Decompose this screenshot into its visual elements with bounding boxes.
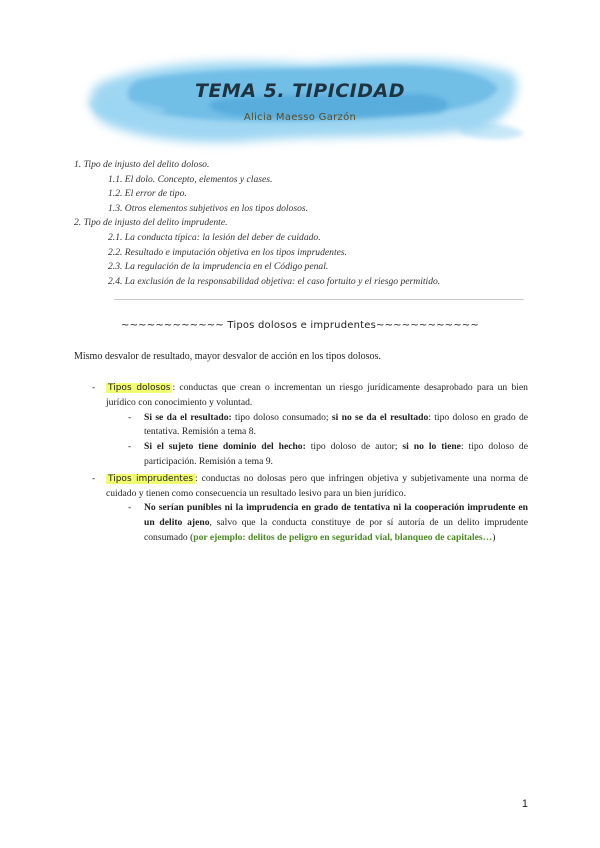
bold-text: si no lo tiene xyxy=(402,441,461,453)
toc-item: 1. Tipo de injusto del delito doloso. xyxy=(74,159,210,170)
toc-item: 2.2. Resultado e imputación objetiva en los tipos imprudentes. xyxy=(108,246,348,258)
section-heading: ~~~~~~~~~~~~ Tipos dolosos e imprudentes~~~~~~~~~~~~ xyxy=(121,320,479,331)
list-item-dolosos xyxy=(92,381,528,411)
list-item-imprudentes xyxy=(92,472,528,502)
bullet-dash: - xyxy=(128,502,132,514)
toc-item: 2.4. La exclusión de la responsabilidad objetiva: el caso fortuito y el riesgo permitido. xyxy=(108,275,441,287)
item-text: , salvo que la conducta constituye de por sí autoría de un delito imprudente consumado ( xyxy=(144,517,528,543)
author-name: Alicia Maesso Garzón xyxy=(243,112,357,123)
toc-item: 1.3. Otros elementos subjetivos en los tipos dolosos. xyxy=(108,202,309,214)
toc-item: 1.1. El dolo. Concepto, elementos y clases. xyxy=(108,173,273,185)
divider xyxy=(114,299,524,300)
item-text: : conductas no dolosas pero que infringen objetiva y subjetivamente una norma de cuidado y tienen como consecuencia un resultado lesivo para un bien jurídico. xyxy=(106,472,528,499)
sub-list-item xyxy=(92,411,528,441)
item-text: : tipo doloso en grado de tentativa. Remisión a tema 8. xyxy=(144,411,529,438)
item-text: ) xyxy=(492,531,496,543)
document-title: TEMA 5. TIPICIDAD xyxy=(194,80,405,102)
table-of-contents xyxy=(74,158,534,289)
toc-item: 2.3. La regulación de la imprudencia en el Código penal. xyxy=(108,261,329,273)
bold-text: Si el sujeto tiene dominio del hecho: xyxy=(144,441,306,453)
item-text: : tipo doloso de participación. Remisión a tema 9. xyxy=(144,441,528,467)
page-number: 1 xyxy=(521,798,528,810)
bullet-dash: - xyxy=(128,411,132,423)
bold-text: Si se da el resultado: xyxy=(144,411,232,423)
sub-list-item xyxy=(92,501,528,545)
toc-item: 1.2. El error de tipo. xyxy=(108,188,187,200)
highlighted-term: Tipos imprudentes xyxy=(108,473,194,484)
green-example-text: por ejemplo: delitos de peligro en seguridad vial, blanqueo de capitales… xyxy=(193,531,493,543)
bold-text: No serían punibles ni la imprudencia en grado de tentativa ni la cooperación imprudente en un delito ajeno xyxy=(144,502,528,529)
item-text: tipo doloso consumado; xyxy=(231,411,332,423)
bullet-list xyxy=(92,381,528,546)
bullet-dash: - xyxy=(92,472,96,484)
bullet-dash: - xyxy=(92,382,96,393)
toc-item: 2.1. La conducta típica: la lesión del deber de cuidado. xyxy=(108,231,321,243)
item-text: tipo doloso de autor; xyxy=(305,441,403,453)
highlighted-term: Tipos dolosos xyxy=(108,383,171,393)
intro-paragraph: Mismo desvalor de resultado, mayor desvalor de acción en los tipos dolosos. xyxy=(74,351,381,362)
bullet-dash: - xyxy=(128,441,132,453)
sub-list-item xyxy=(92,440,528,470)
toc-item: 2. Tipo de injusto del delito imprudente. xyxy=(74,217,228,229)
item-text: : conductas que crean o incrementan un riesgo jurídicamente desaprobado para un bien jurídico con conocimiento y voluntad. xyxy=(106,382,528,408)
bold-text: si no se da el resultado xyxy=(331,411,429,423)
